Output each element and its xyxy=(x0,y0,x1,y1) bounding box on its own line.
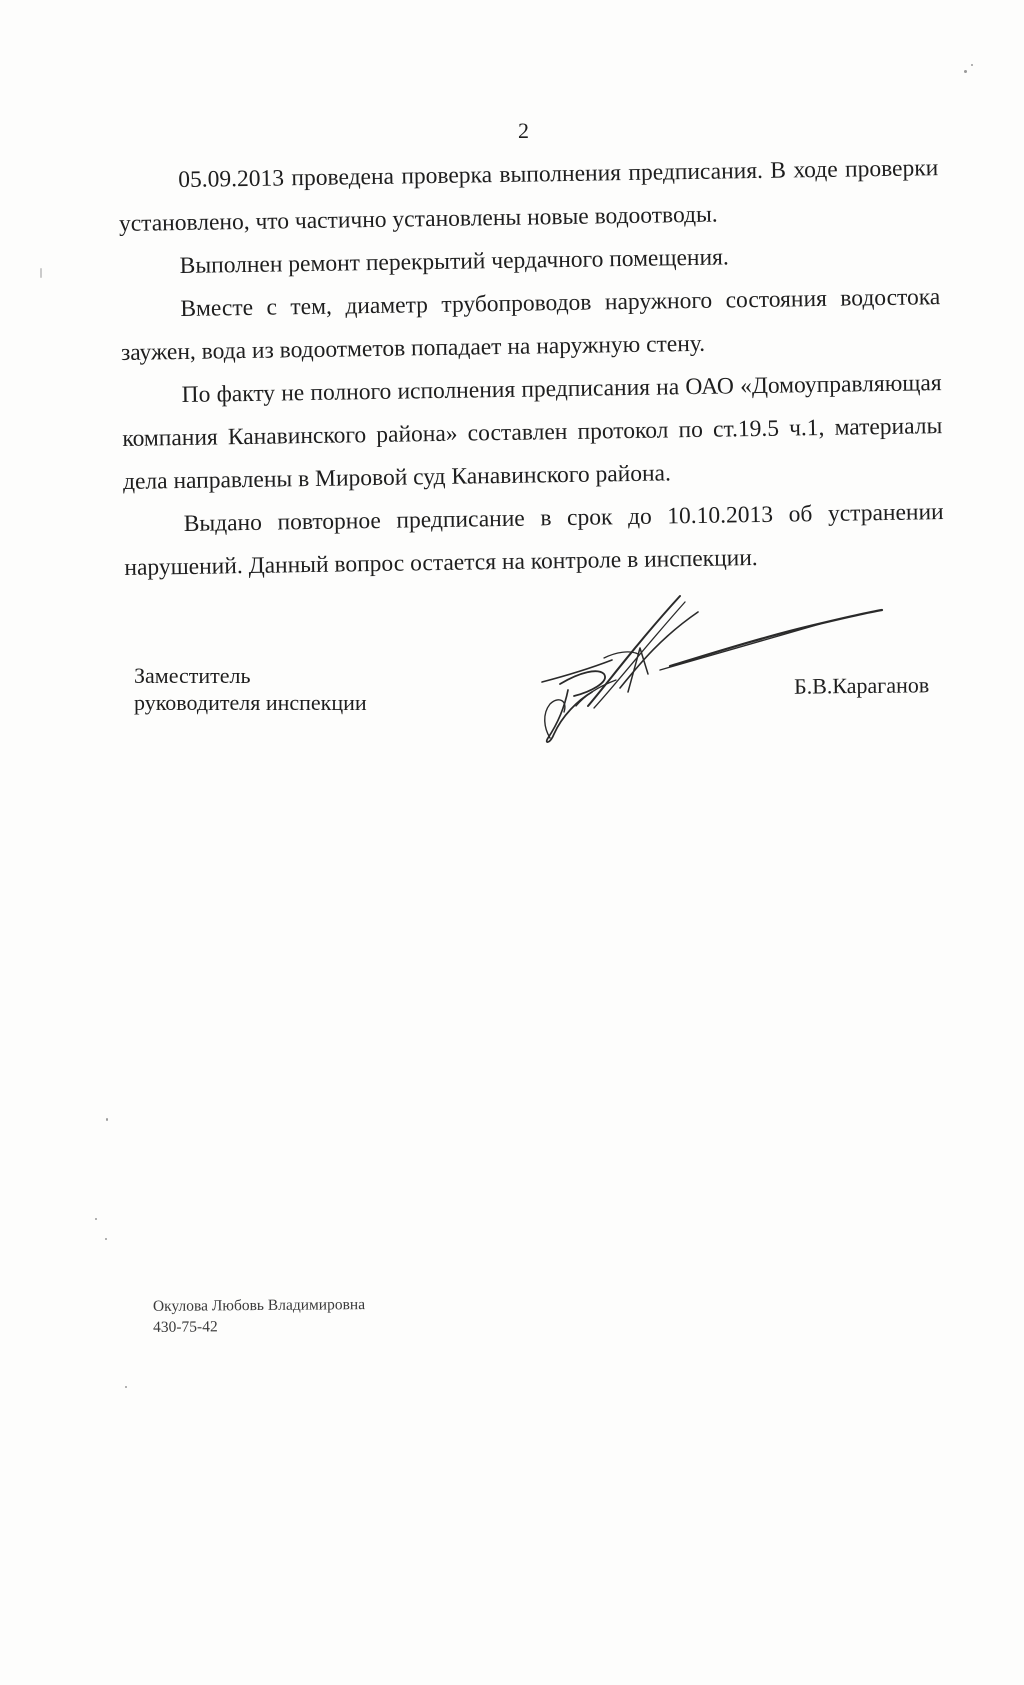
scan-speck xyxy=(105,1238,107,1240)
scan-speck xyxy=(40,268,42,278)
scan-speck xyxy=(964,70,967,73)
scan-speck xyxy=(106,1118,108,1121)
executor-info xyxy=(153,1294,366,1338)
signer-position-line1: Заместитель xyxy=(134,663,251,688)
paragraph-protocol: По факту не полного исполнения предписания на ОАО «Домоуправляющая компания Канавинского района» составлен протокол по ст.19.5 ч.1, материалы дела направлены в Мировой суд Канавинского района. xyxy=(122,370,943,495)
executor-phone: 430-75-42 xyxy=(153,1318,218,1336)
paragraph-drainage-issue: Вместе с тем, диаметр трубопроводов наружного состояния водостока заужен, вода из водоотметов попадает на наружную стену. xyxy=(120,284,941,366)
paragraph-attic-repair: Выполнен ремонт перекрытий чердачного помещения. xyxy=(179,244,729,280)
scan-speck xyxy=(95,1218,97,1220)
signer-position-line2: руководителя инспекции xyxy=(134,690,367,715)
scan-speck xyxy=(125,1386,127,1388)
scan-speck xyxy=(971,64,973,66)
page-number: 2 xyxy=(518,118,529,143)
paragraph-repeat-order: Выдано повторное предписание в срок до 10.10.2013 об устранении нарушений. Данный вопрос остается на контроле в инспекции. xyxy=(124,499,944,581)
signer-name: Б.В.Караганов xyxy=(793,672,930,699)
executor-name: Окулова Любовь Владимировна xyxy=(152,1296,366,1315)
letter-body xyxy=(118,147,945,590)
signer-position xyxy=(134,662,434,716)
paragraph-inspection-date: 05.09.2013 проведена проверка выполнения предписания. В ходе проверки установлено, что частично установлены новые водоотводы. xyxy=(118,155,939,237)
